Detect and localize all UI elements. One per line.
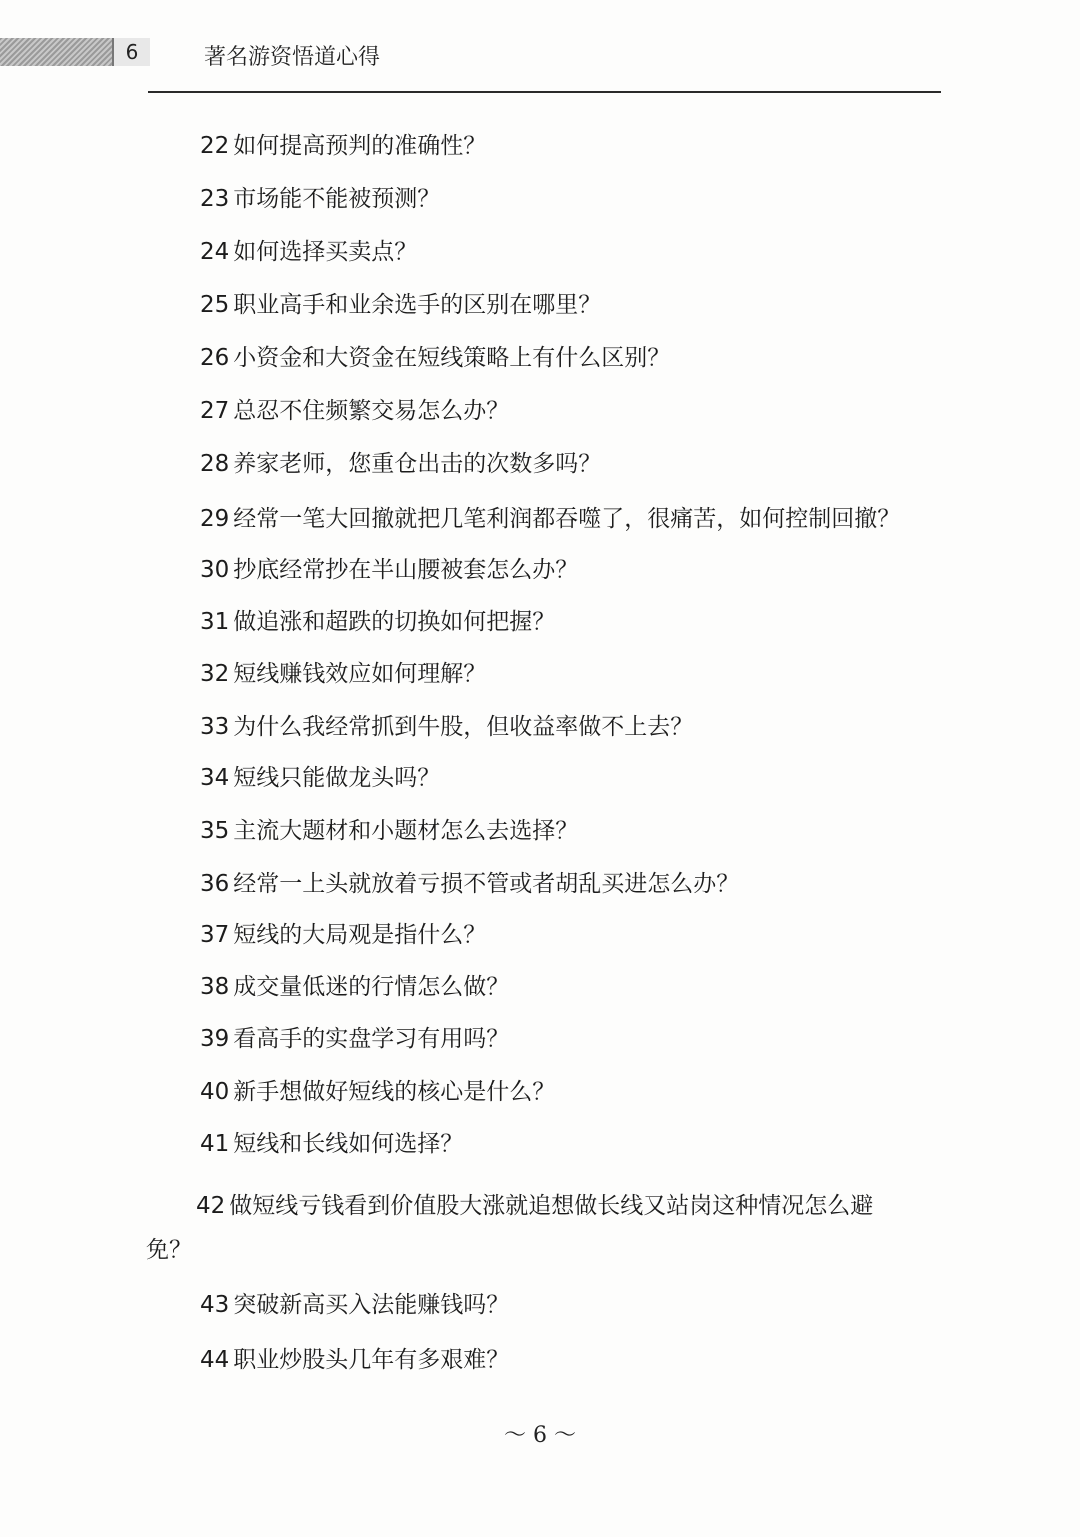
question-number: 44 (200, 1347, 230, 1373)
header-page-number: 6 (112, 38, 150, 66)
question-text: 短线和长线如何选择？ (233, 1131, 464, 1157)
question-text: 总忍不住频繁交易怎么办？ (233, 398, 510, 424)
question-number: 26 (200, 345, 230, 371)
question-text: 职业炒股头几年有多艰难？ (233, 1347, 510, 1373)
question-number: 24 (200, 239, 230, 265)
question-item (200, 556, 578, 584)
question-text: 成交量低迷的行情怎么做？ (233, 974, 510, 1000)
question-item (200, 973, 509, 1001)
question-text: 养家老师，您重仓出击的次数多吗？ (233, 451, 602, 477)
question-item (200, 1346, 509, 1374)
question-item (200, 505, 900, 533)
question-text: 抄底经常抄在半山腰被套怎么办？ (233, 557, 579, 583)
question-text: 短线赚钱效应如何理解？ (233, 661, 487, 687)
question-text: 主流大题材和小题材怎么去选择？ (233, 818, 579, 844)
question-text: 新手想做好短线的核心是什么？ (233, 1079, 556, 1105)
question-number: 32 (200, 661, 230, 687)
question-item (200, 344, 670, 372)
question-number: 39 (200, 1026, 230, 1052)
question-text: 做短线亏钱看到价值股大涨就追想做长线又站岗这种情况怎么避 (229, 1193, 874, 1219)
question-item (200, 1130, 463, 1158)
question-number: 25 (200, 292, 230, 318)
question-item (200, 764, 440, 792)
header-divider (148, 91, 941, 93)
question-number: 38 (200, 974, 230, 1000)
question-item (200, 921, 486, 949)
question-number: 37 (200, 922, 230, 948)
question-text: 做追涨和超跌的切换如何把握？ (233, 609, 556, 635)
question-item (200, 238, 417, 266)
question-item (200, 132, 486, 160)
question-text: 如何提高预判的准确性？ (233, 133, 487, 159)
question-text: 经常一笔大回撤就把几笔利润都吞噬了，很痛苦，如何控制回撤？ (233, 506, 901, 532)
question-item (200, 1078, 555, 1106)
question-item (200, 660, 486, 688)
question-number: 22 (200, 133, 230, 159)
question-text: 为什么我经常抓到牛股，但收益率做不上去？ (233, 714, 694, 740)
question-text: 突破新高买入法能赚钱吗？ (233, 1292, 510, 1318)
question-item (200, 870, 739, 898)
question-text: 经常一上头就放着亏损不管或者胡乱买进怎么办？ (233, 871, 740, 897)
question-number: 28 (200, 451, 230, 477)
question-text: 职业高手和业余选手的区别在哪里？ (233, 292, 602, 318)
question-number: 29 (200, 506, 230, 532)
question-item (200, 291, 601, 319)
question-item (196, 1192, 941, 1220)
question-number: 30 (200, 557, 230, 583)
question-item (200, 185, 440, 213)
question-number: 34 (200, 765, 230, 791)
question-number: 36 (200, 871, 230, 897)
question-text: 看高手的实盘学习有用吗？ (233, 1026, 510, 1052)
question-item (200, 608, 555, 636)
question-text: 如何选择买卖点？ (233, 239, 418, 265)
footer-page-number: ～ 6 ～ (504, 1423, 576, 1448)
question-item (200, 1291, 509, 1319)
question-item (200, 713, 693, 741)
question-item (200, 450, 601, 478)
question-item (200, 1025, 509, 1053)
question-number: 40 (200, 1079, 230, 1105)
question-number: 41 (200, 1131, 230, 1157)
question-number: 31 (200, 609, 230, 635)
question-number: 33 (200, 714, 230, 740)
header-title: 著名游资悟道心得 (204, 45, 381, 70)
question-item (200, 397, 509, 425)
question-number: 27 (200, 398, 230, 424)
question-text: 短线只能做龙头吗？ (233, 765, 441, 791)
question-number: 42 (196, 1193, 226, 1219)
question-number: 43 (200, 1292, 230, 1318)
question-text: 短线的大局观是指什么？ (233, 922, 487, 948)
question-continuation: 免？ (146, 1237, 192, 1263)
question-text: 市场能不能被预测？ (233, 186, 441, 212)
question-number: 35 (200, 818, 230, 844)
question-number: 23 (200, 186, 230, 212)
question-text: 小资金和大资金在短线策略上有什么区别？ (233, 345, 671, 371)
question-item (200, 817, 578, 845)
